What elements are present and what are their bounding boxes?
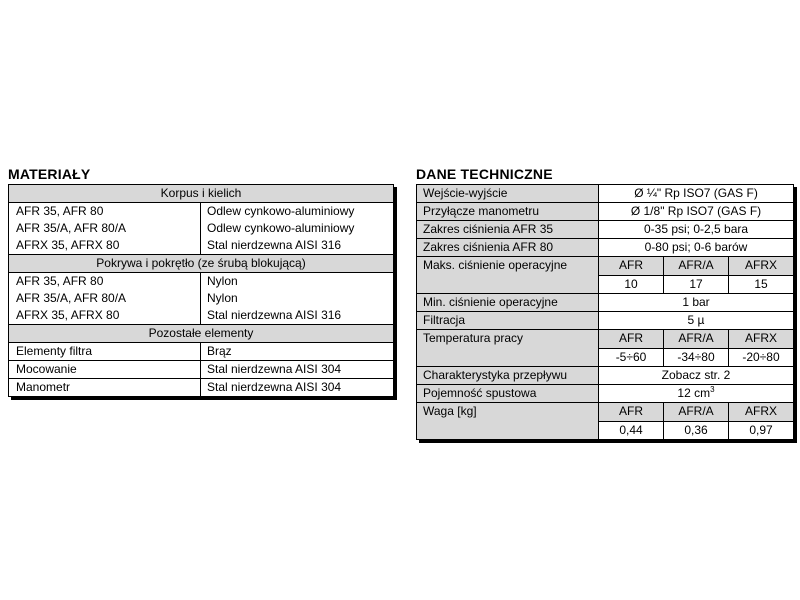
spec-value: -5÷60 <box>599 349 663 366</box>
part-name: Elementy filtra <box>9 343 201 360</box>
model-name: AFR 35, AFR 80 <box>16 274 104 288</box>
model-column-header: AFRX <box>728 330 793 348</box>
spec-value: 5 µ <box>599 312 793 329</box>
cover-materials-group <box>9 272 393 324</box>
material-value: Odlew cynkowo-aluminiowy <box>207 204 355 218</box>
model-column-header: AFR/A <box>663 403 728 421</box>
spec-value: 0-35 psi; 0-2,5 bara <box>599 221 793 238</box>
spec-label: Zakres ciśnienia AFR 35 <box>417 221 599 238</box>
table-row <box>417 202 793 220</box>
table-row <box>417 220 793 238</box>
spec-value: -34÷80 <box>663 349 728 366</box>
spec-label: Temperatura pracy <box>417 330 599 366</box>
materials-table <box>8 184 394 397</box>
table-row <box>417 384 793 402</box>
drain-value: 12 cm <box>677 386 711 400</box>
spec-value: 15 <box>728 276 793 293</box>
model-name: AFRX 35, AFRX 80 <box>16 308 120 322</box>
table-row <box>417 256 793 293</box>
spec-value <box>599 385 793 402</box>
model-value-grid <box>599 330 793 366</box>
section-header-other: Pozostałe elementy <box>9 324 393 342</box>
body-materials-group <box>9 202 393 254</box>
table-row <box>417 293 793 311</box>
materials-heading: MATERIAŁY <box>8 166 91 182</box>
spec-label: Wejście-wyjście <box>417 185 599 202</box>
spec-value: 17 <box>663 276 728 293</box>
material-value: Nylon <box>207 291 238 305</box>
spec-value: 0,97 <box>728 422 793 439</box>
spec-value: 0,36 <box>663 422 728 439</box>
part-name: Mocowanie <box>9 361 201 378</box>
table-row <box>417 329 793 366</box>
material-value: Stal nierdzewna AISI 304 <box>207 380 342 394</box>
table-row <box>9 360 393 378</box>
spec-value: 0-80 psi; 0-6 barów <box>599 239 793 256</box>
section-header-cover: Pokrywa i pokrętło (ze śrubą blokującą) <box>9 254 393 272</box>
spec-value: 1 bar <box>599 294 793 311</box>
material-value: Odlew cynkowo-aluminiowy <box>207 221 355 235</box>
unit-exponent: 3 <box>710 385 715 394</box>
spec-label: Przyłącze manometru <box>417 203 599 220</box>
spec-value: 0,44 <box>599 422 663 439</box>
table-row <box>417 366 793 384</box>
material-value: Nylon <box>207 274 238 288</box>
spec-label: Filtracja <box>417 312 599 329</box>
model-column-header: AFR <box>599 330 663 348</box>
table-row <box>9 342 393 360</box>
model-value-grid <box>599 403 793 439</box>
material-value: Stal nierdzewna AISI 316 <box>207 308 342 322</box>
table-row <box>9 378 393 396</box>
part-name: Manometr <box>9 379 201 396</box>
table-row <box>417 402 793 439</box>
material-value: Stal nierdzewna AISI 316 <box>207 238 342 252</box>
spec-label: Maks. ciśnienie operacyjne <box>417 257 599 293</box>
spec-label: Waga [kg] <box>417 403 599 439</box>
model-name: AFR 35/A, AFR 80/A <box>16 291 127 305</box>
material-value: Stal nierdzewna AISI 304 <box>207 362 342 376</box>
model-column-header: AFR <box>599 403 663 421</box>
table-row <box>417 185 793 202</box>
table-row <box>417 238 793 256</box>
material-value: Brąz <box>207 344 232 358</box>
spec-value: -20÷80 <box>728 349 793 366</box>
model-column-header: AFRX <box>728 403 793 421</box>
model-name: AFRX 35, AFRX 80 <box>16 238 120 252</box>
model-value-grid <box>599 257 793 293</box>
technical-data-heading: DANE TECHNICZNE <box>416 166 553 182</box>
spec-label: Charakterystyka przepływu <box>417 367 599 384</box>
spec-value: Ø ¼" Rp ISO7 (GAS F) <box>599 185 793 202</box>
model-column-header: AFR <box>599 257 663 275</box>
spec-value: Ø 1/8" Rp ISO7 (GAS F) <box>599 203 793 220</box>
spec-label: Pojemność spustowa <box>417 385 599 402</box>
table-row <box>417 311 793 329</box>
model-column-header: AFRX <box>728 257 793 275</box>
spec-label: Zakres ciśnienia AFR 80 <box>417 239 599 256</box>
spec-label: Min. ciśnienie operacyjne <box>417 294 599 311</box>
model-name: AFR 35, AFR 80 <box>16 204 104 218</box>
spec-value: 10 <box>599 276 663 293</box>
model-name: AFR 35/A, AFR 80/A <box>16 221 127 235</box>
section-header-body: Korpus i kielich <box>9 185 393 202</box>
spec-value: Zobacz str. 2 <box>599 367 793 384</box>
model-column-header: AFR/A <box>663 330 728 348</box>
technical-data-table <box>416 184 794 440</box>
model-column-header: AFR/A <box>663 257 728 275</box>
